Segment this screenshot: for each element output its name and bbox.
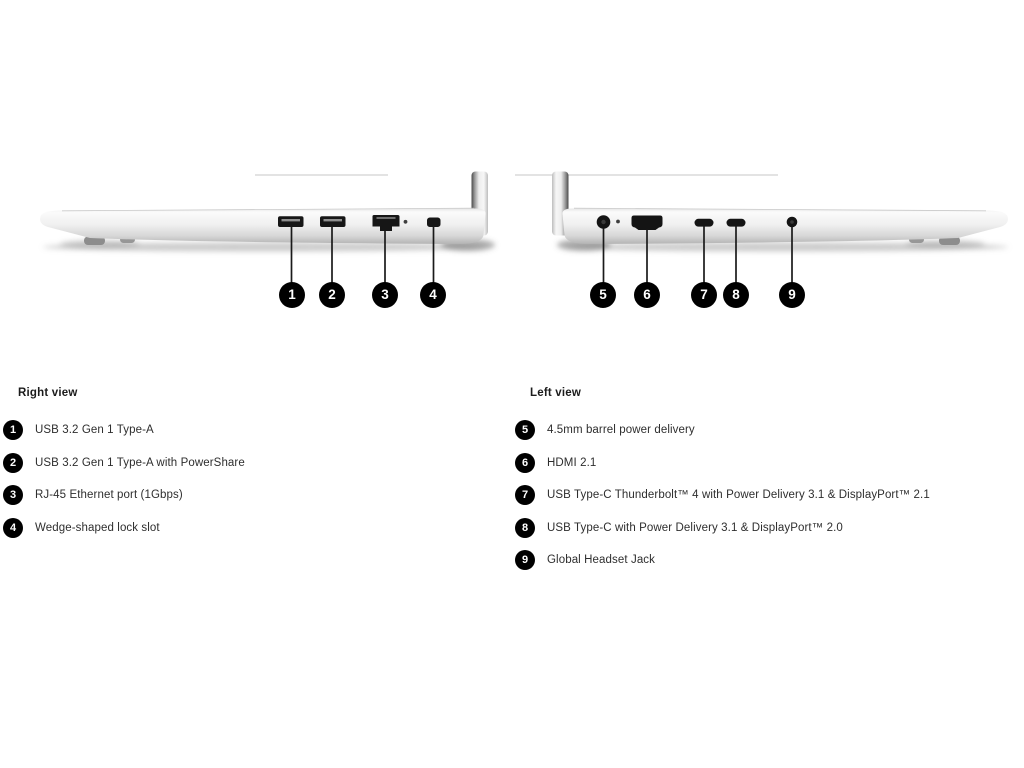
laptop-side-views-illustration xyxy=(0,0,1024,360)
wedge-lock-slot xyxy=(427,218,441,228)
legend-label: Global Headset Jack xyxy=(547,554,656,566)
legend-item-headset xyxy=(515,550,1015,570)
legend-label: Wedge-shaped lock slot xyxy=(35,521,160,534)
status-led xyxy=(616,220,620,224)
legend-item-usb-c-thunderbolt xyxy=(515,485,1015,505)
legend-badge-8: 8 xyxy=(515,518,535,538)
legend-label: 4.5mm barrel power delivery xyxy=(547,424,695,436)
legend-badge-5: 5 xyxy=(515,420,535,440)
legend-item-usb-c xyxy=(515,518,1015,538)
legend-item-usb-a-powershare xyxy=(3,453,503,473)
legend-label: USB Type-C Thunderbolt™ 4 with Power Delivery 3.1 & DisplayPort™ 2.1 xyxy=(547,489,930,501)
legend-label: USB Type-C with Power Delivery 3.1 & DisplayPort™ 2.0 xyxy=(547,521,843,534)
legend-badge-4: 4 xyxy=(3,518,23,538)
port-callout-4: 4 xyxy=(420,282,446,308)
legend-item-lock-slot xyxy=(3,518,503,538)
left-view-legend xyxy=(515,387,1015,583)
legend-label: HDMI 2.1 xyxy=(547,456,597,469)
barrel-power-pin xyxy=(601,220,605,224)
port-callout-9: 9 xyxy=(779,282,805,308)
usb-c-port-2 xyxy=(727,219,746,227)
legend-badge-1: 1 xyxy=(3,420,23,440)
legend-label: USB 3.2 Gen 1 Type-A with PowerShare xyxy=(35,456,245,469)
laptop-base-right-view xyxy=(40,209,486,245)
port-callout-2: 2 xyxy=(319,282,345,308)
laptop-left-view-image xyxy=(515,172,1008,284)
right-view-legend xyxy=(3,387,503,550)
left-view-legend-title: Left view xyxy=(530,387,582,399)
right-view-legend-title: Right view xyxy=(18,387,78,399)
status-led xyxy=(404,220,408,224)
port-callout-5: 5 xyxy=(590,282,616,308)
laptop-right-view-image xyxy=(40,172,495,285)
legend-badge-7: 7 xyxy=(515,485,535,505)
legend-item-rj45 xyxy=(3,485,503,505)
legend-item-hdmi xyxy=(515,453,1015,473)
usb-a-tab xyxy=(282,219,301,221)
legend-item-usb-a xyxy=(3,420,503,440)
legend-badge-2: 2 xyxy=(3,453,23,473)
legend-badge-3: 3 xyxy=(3,485,23,505)
usb-c-port-1 xyxy=(695,219,714,227)
legend-label: RJ-45 Ethernet port (1Gbps) xyxy=(35,489,183,501)
port-callout-7: 7 xyxy=(691,282,717,308)
legend-badge-6: 6 xyxy=(515,453,535,473)
legend-item-power xyxy=(515,420,1015,440)
rj45-pins xyxy=(377,217,396,219)
port-callout-3: 3 xyxy=(372,282,398,308)
usb-a-port-2 xyxy=(320,216,346,227)
headset-jack-hole xyxy=(790,220,794,224)
legend-badge-9: 9 xyxy=(515,550,535,570)
usb-a-tab xyxy=(324,219,343,221)
port-callout-1: 1 xyxy=(279,282,305,308)
legend-label: USB 3.2 Gen 1 Type-A xyxy=(35,424,154,436)
usb-a-port-1 xyxy=(278,216,304,227)
port-callout-8: 8 xyxy=(723,282,749,308)
port-callout-6: 6 xyxy=(634,282,660,308)
hdmi-port xyxy=(632,216,663,231)
